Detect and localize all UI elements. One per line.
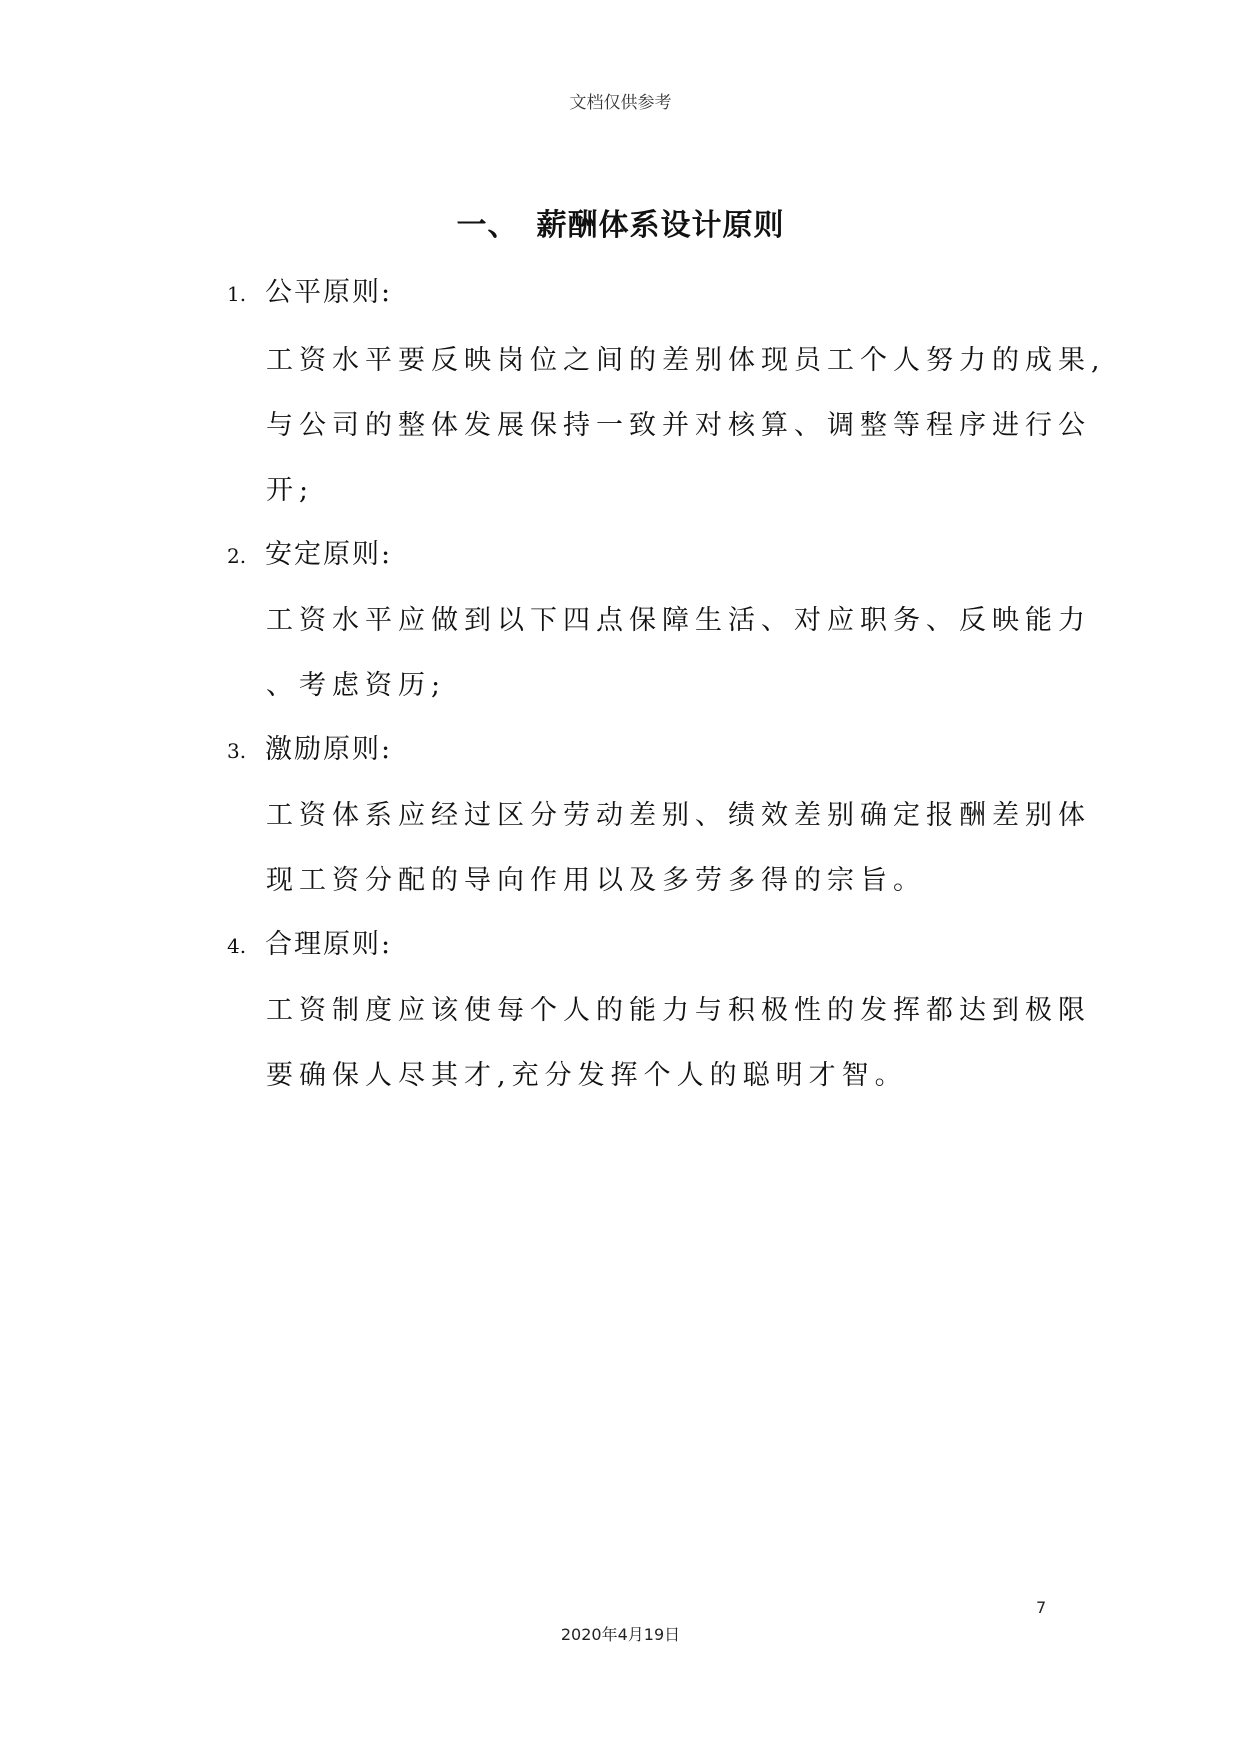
- section-4-title: 合理原则:: [265, 929, 393, 960]
- footer-date: 2020年4月19日: [560, 1625, 681, 1644]
- page-title: [0, 200, 1241, 244]
- section-3-line-1: 工资体系应经过区分劳动差别、绩效差别确定报酬差别体: [266, 800, 1091, 831]
- title-text: 薪酬体系设计原则: [536, 208, 785, 243]
- section-1-line-3: 开;: [266, 475, 315, 506]
- section-3-title: 激励原则:: [265, 734, 393, 765]
- page-number: 7: [1036, 1598, 1047, 1617]
- section-1-title: 公平原则:: [265, 277, 393, 308]
- section-1-line-2: 与公司的整体发展保持一致并对核算、调整等程序进行公: [266, 410, 1091, 441]
- title-number: 一、: [456, 208, 519, 243]
- section-1-heading: [227, 270, 392, 309]
- section-3-heading: [227, 727, 392, 766]
- section-4-heading: [227, 922, 392, 961]
- section-2-line-1: 工资水平应做到以下四点保障生活、对应职务、反映能力: [266, 605, 1091, 636]
- section-1-index: 1.: [227, 282, 247, 306]
- section-2-title: 安定原则:: [265, 539, 393, 570]
- section-2-heading: [227, 532, 392, 571]
- section-4-line-1: 工资制度应该使每个人的能力与积极性的发挥都达到极限: [266, 995, 1091, 1026]
- section-3-line-2: 现工资分配的导向作用以及多劳多得的宗旨。: [266, 865, 926, 896]
- section-4-line-2: 要确保人尽其才,充分发挥个人的聪明才智。: [266, 1060, 908, 1091]
- section-2-index: 2.: [227, 544, 247, 568]
- section-2-line-2: 、考虑资历;: [266, 670, 447, 701]
- header-note: 文档仅供参考: [569, 93, 672, 113]
- section-4-index: 4.: [227, 934, 247, 958]
- section-3-index: 3.: [227, 739, 247, 763]
- section-1-line-1: 工资水平要反映岗位之间的差别体现员工个人努力的成果,: [266, 345, 1106, 376]
